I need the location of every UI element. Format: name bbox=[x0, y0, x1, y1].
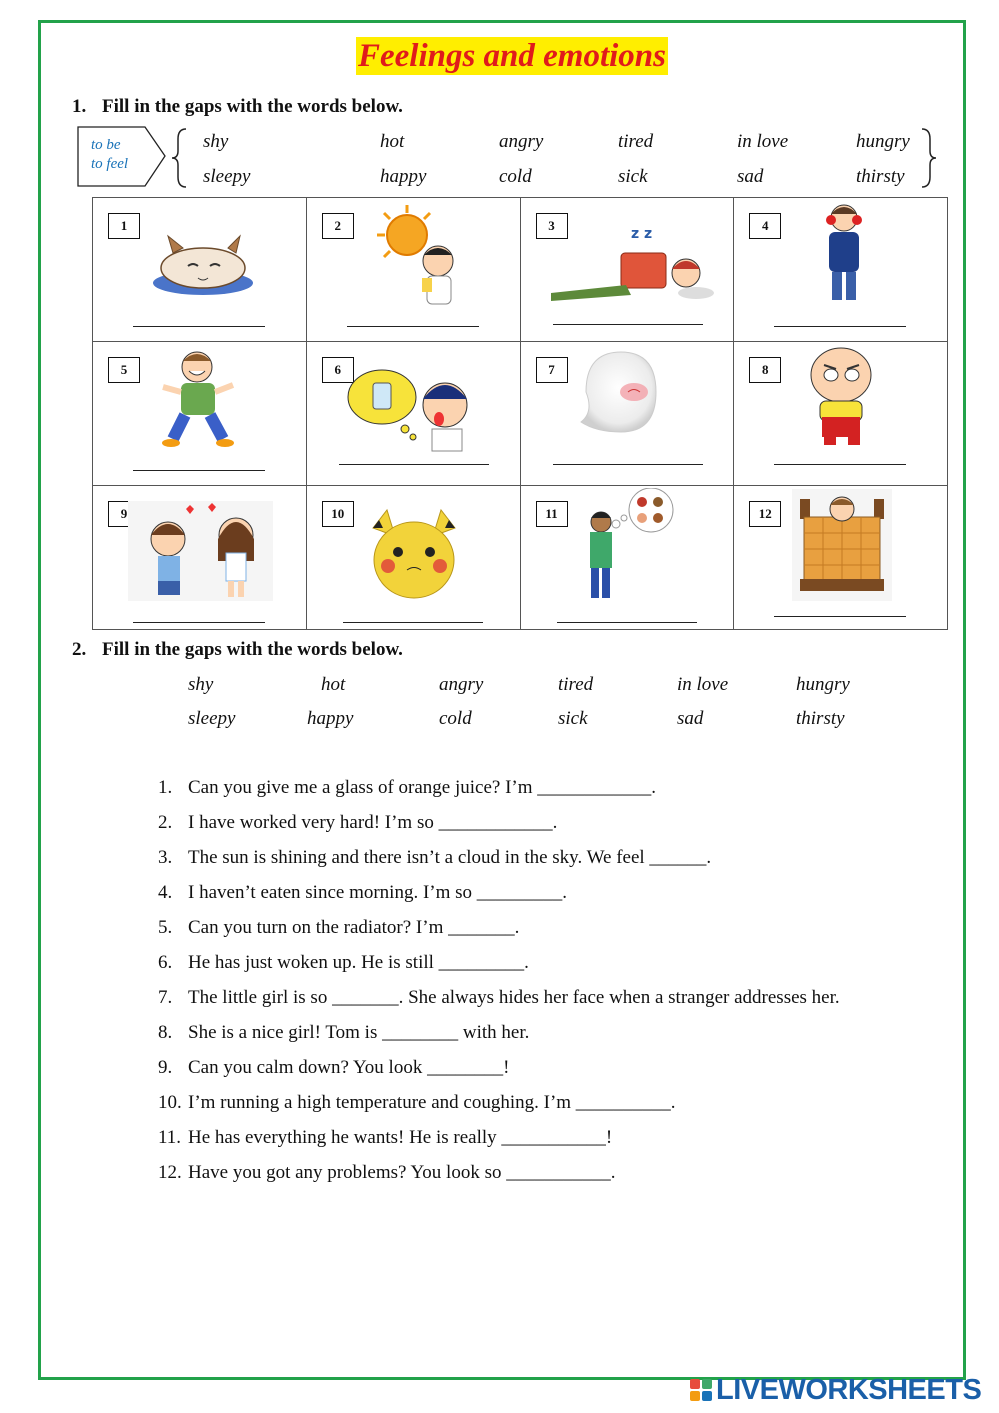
angry-baby-icon bbox=[796, 345, 886, 447]
answer-blank[interactable] bbox=[774, 325, 906, 327]
couple-in-love-icon bbox=[128, 501, 273, 601]
logo-text: LIVEWORKSHEETS bbox=[716, 1373, 982, 1406]
picture-number: 9 bbox=[108, 501, 140, 527]
word-bank-item: tired bbox=[618, 131, 654, 152]
page-title: Feelings and emotions bbox=[357, 38, 667, 74]
picture-number: 6 bbox=[322, 357, 354, 383]
sentence-text[interactable]: He has just woken up. He is still _________. bbox=[188, 952, 529, 973]
sentence-text[interactable]: Can you calm down? You look ________! bbox=[188, 1057, 510, 1078]
word-bank-item: cold bbox=[499, 166, 532, 187]
sentence-number: 3. bbox=[158, 847, 173, 868]
word-bank-item: hot bbox=[321, 674, 346, 695]
picture-number: 1 bbox=[108, 213, 140, 239]
happy-man-icon bbox=[155, 347, 240, 452]
picture-number: 8 bbox=[749, 357, 781, 383]
word-bank-item: in love bbox=[677, 674, 729, 695]
sentence-number: 2. bbox=[158, 812, 173, 833]
verb-to-feel: to feel bbox=[91, 156, 129, 172]
picture-grid bbox=[92, 197, 948, 630]
picture-number: 7 bbox=[536, 357, 568, 383]
right-brace-icon bbox=[918, 127, 938, 189]
sentence-text[interactable]: She is a nice girl! Tom is ________ with her. bbox=[188, 1022, 530, 1043]
sentence-text[interactable]: He has everything he wants! He is really ___________! bbox=[188, 1127, 613, 1148]
word-bank-item: in love bbox=[737, 131, 789, 152]
sentence-text[interactable]: The sun is shining and there isn’t a cloud in the sky. We feel ______. bbox=[188, 847, 712, 868]
picture-cell bbox=[520, 486, 734, 630]
sentence-text[interactable]: I have worked very hard! I’m so ____________. bbox=[188, 812, 558, 833]
sleepy-cat-icon bbox=[148, 228, 258, 298]
answer-blank[interactable] bbox=[553, 463, 703, 465]
word-bank-item: sleepy bbox=[188, 708, 236, 729]
sentence-text[interactable]: I haven’t eaten since morning. I’m so _________. bbox=[188, 882, 568, 903]
picture-cell bbox=[734, 198, 948, 342]
thirsty-boy-icon bbox=[347, 367, 477, 452]
left-brace-icon bbox=[170, 127, 190, 189]
sentence-number: 7. bbox=[158, 987, 173, 1008]
sentence-text[interactable]: I’m running a high temperature and coughing. I’m __________. bbox=[188, 1092, 676, 1113]
section1-number: 1. bbox=[72, 96, 87, 117]
sentence-number: 4. bbox=[158, 882, 173, 903]
word-bank-item: happy bbox=[380, 166, 427, 187]
section1-heading bbox=[72, 96, 403, 118]
answer-blank[interactable] bbox=[774, 615, 906, 617]
word-bank-item: sick bbox=[618, 166, 648, 187]
picture-cell bbox=[520, 342, 734, 486]
sentence-item bbox=[158, 951, 840, 986]
sentence-text[interactable]: Have you got any problems? You look so ___________. bbox=[188, 1162, 616, 1183]
sentence-list bbox=[158, 776, 840, 1196]
sentence-item bbox=[158, 1021, 840, 1056]
picture-number: 2 bbox=[322, 213, 354, 239]
answer-blank[interactable] bbox=[347, 325, 479, 327]
word-bank-item: sick bbox=[558, 708, 588, 729]
picture-number: 3 bbox=[536, 213, 568, 239]
answer-blank[interactable] bbox=[553, 323, 703, 325]
sentence-number: 10. bbox=[158, 1092, 182, 1113]
sentence-item bbox=[158, 1161, 840, 1196]
sentence-text[interactable]: The little girl is so _______. She always hides her face when a stranger addresses her. bbox=[188, 987, 840, 1008]
answer-blank[interactable] bbox=[133, 621, 265, 623]
sentence-item bbox=[158, 846, 840, 881]
word-bank-item: sad bbox=[737, 166, 764, 187]
picture-cell bbox=[734, 342, 948, 486]
word-bank-item: thirsty bbox=[856, 166, 905, 187]
hot-sun-boy-icon bbox=[372, 203, 472, 313]
sick-boy-in-bed-icon bbox=[792, 489, 892, 601]
answer-blank[interactable] bbox=[774, 463, 906, 465]
picture-number: 10 bbox=[322, 501, 354, 527]
picture-cell bbox=[93, 198, 307, 342]
hungry-boy-icon bbox=[576, 488, 686, 606]
sentence-item bbox=[158, 881, 840, 916]
answer-blank[interactable] bbox=[343, 621, 483, 623]
picture-cell bbox=[306, 198, 520, 342]
word-bank-item: tired bbox=[558, 674, 594, 695]
sentence-number: 5. bbox=[158, 917, 173, 938]
picture-cell bbox=[93, 342, 307, 486]
picture-number: 4 bbox=[749, 213, 781, 239]
picture-number: 5 bbox=[108, 357, 140, 383]
sentence-number: 8. bbox=[158, 1022, 173, 1043]
sentence-number: 1. bbox=[158, 777, 173, 798]
section2-number: 2. bbox=[72, 639, 87, 660]
section2-heading bbox=[72, 639, 403, 661]
sentence-number: 12. bbox=[158, 1162, 182, 1183]
svg-text:z z: z z bbox=[630, 226, 652, 242]
picture-cell bbox=[93, 486, 307, 630]
answer-blank[interactable] bbox=[133, 325, 265, 327]
tired-boy-sleeping-icon bbox=[546, 223, 716, 303]
shy-ghost-icon bbox=[576, 347, 666, 437]
word-bank-item: thirsty bbox=[796, 708, 845, 729]
sentence-item bbox=[158, 1091, 840, 1126]
word-bank-item: shy bbox=[188, 674, 214, 695]
sentence-text[interactable]: Can you turn on the radiator? I’m _______. bbox=[188, 917, 520, 938]
word-bank-item: happy bbox=[307, 708, 354, 729]
word-bank-item: angry bbox=[439, 674, 484, 695]
logo-tiles-icon bbox=[690, 1379, 712, 1401]
picture-cell bbox=[306, 486, 520, 630]
word-bank-item: angry bbox=[499, 131, 544, 152]
cold-boy-icon bbox=[819, 200, 869, 308]
liveworksheets-logo[interactable] bbox=[690, 1375, 981, 1405]
word-bank-item: sleepy bbox=[203, 166, 251, 187]
answer-blank[interactable] bbox=[133, 469, 265, 471]
word-bank-item: shy bbox=[203, 131, 229, 152]
picture-cell bbox=[306, 342, 520, 486]
verb-box-text bbox=[91, 136, 128, 174]
sentence-text[interactable]: Can you give me a glass of orange juice? I’m ____________. bbox=[188, 777, 657, 798]
section1-heading-text: Fill in the gaps with the words below. bbox=[102, 96, 403, 117]
word-bank-item: hungry bbox=[796, 674, 850, 695]
sad-pikachu-icon bbox=[365, 508, 463, 604]
word-bank-item: sad bbox=[677, 708, 704, 729]
sentence-number: 9. bbox=[158, 1057, 173, 1078]
word-bank-item: cold bbox=[439, 708, 472, 729]
word-bank-item: hot bbox=[380, 131, 405, 152]
picture-number: 11 bbox=[536, 501, 568, 527]
picture-number: 12 bbox=[749, 501, 781, 527]
sentence-number: 11. bbox=[158, 1127, 182, 1148]
picture-cell bbox=[734, 486, 948, 630]
picture-cell bbox=[520, 198, 734, 342]
sentence-item bbox=[158, 811, 840, 846]
word-bank-item: hungry bbox=[856, 131, 910, 152]
sentence-item bbox=[158, 1126, 840, 1161]
sentence-item bbox=[158, 916, 840, 951]
section2-heading-text: Fill in the gaps with the words below. bbox=[102, 639, 403, 660]
sentence-item bbox=[158, 1056, 840, 1091]
answer-blank[interactable] bbox=[339, 463, 489, 465]
sentence-number: 6. bbox=[158, 952, 173, 973]
verb-to-be: to be bbox=[91, 137, 121, 153]
sentence-item bbox=[158, 986, 840, 1021]
answer-blank[interactable] bbox=[557, 621, 697, 623]
sentence-item bbox=[158, 776, 840, 811]
